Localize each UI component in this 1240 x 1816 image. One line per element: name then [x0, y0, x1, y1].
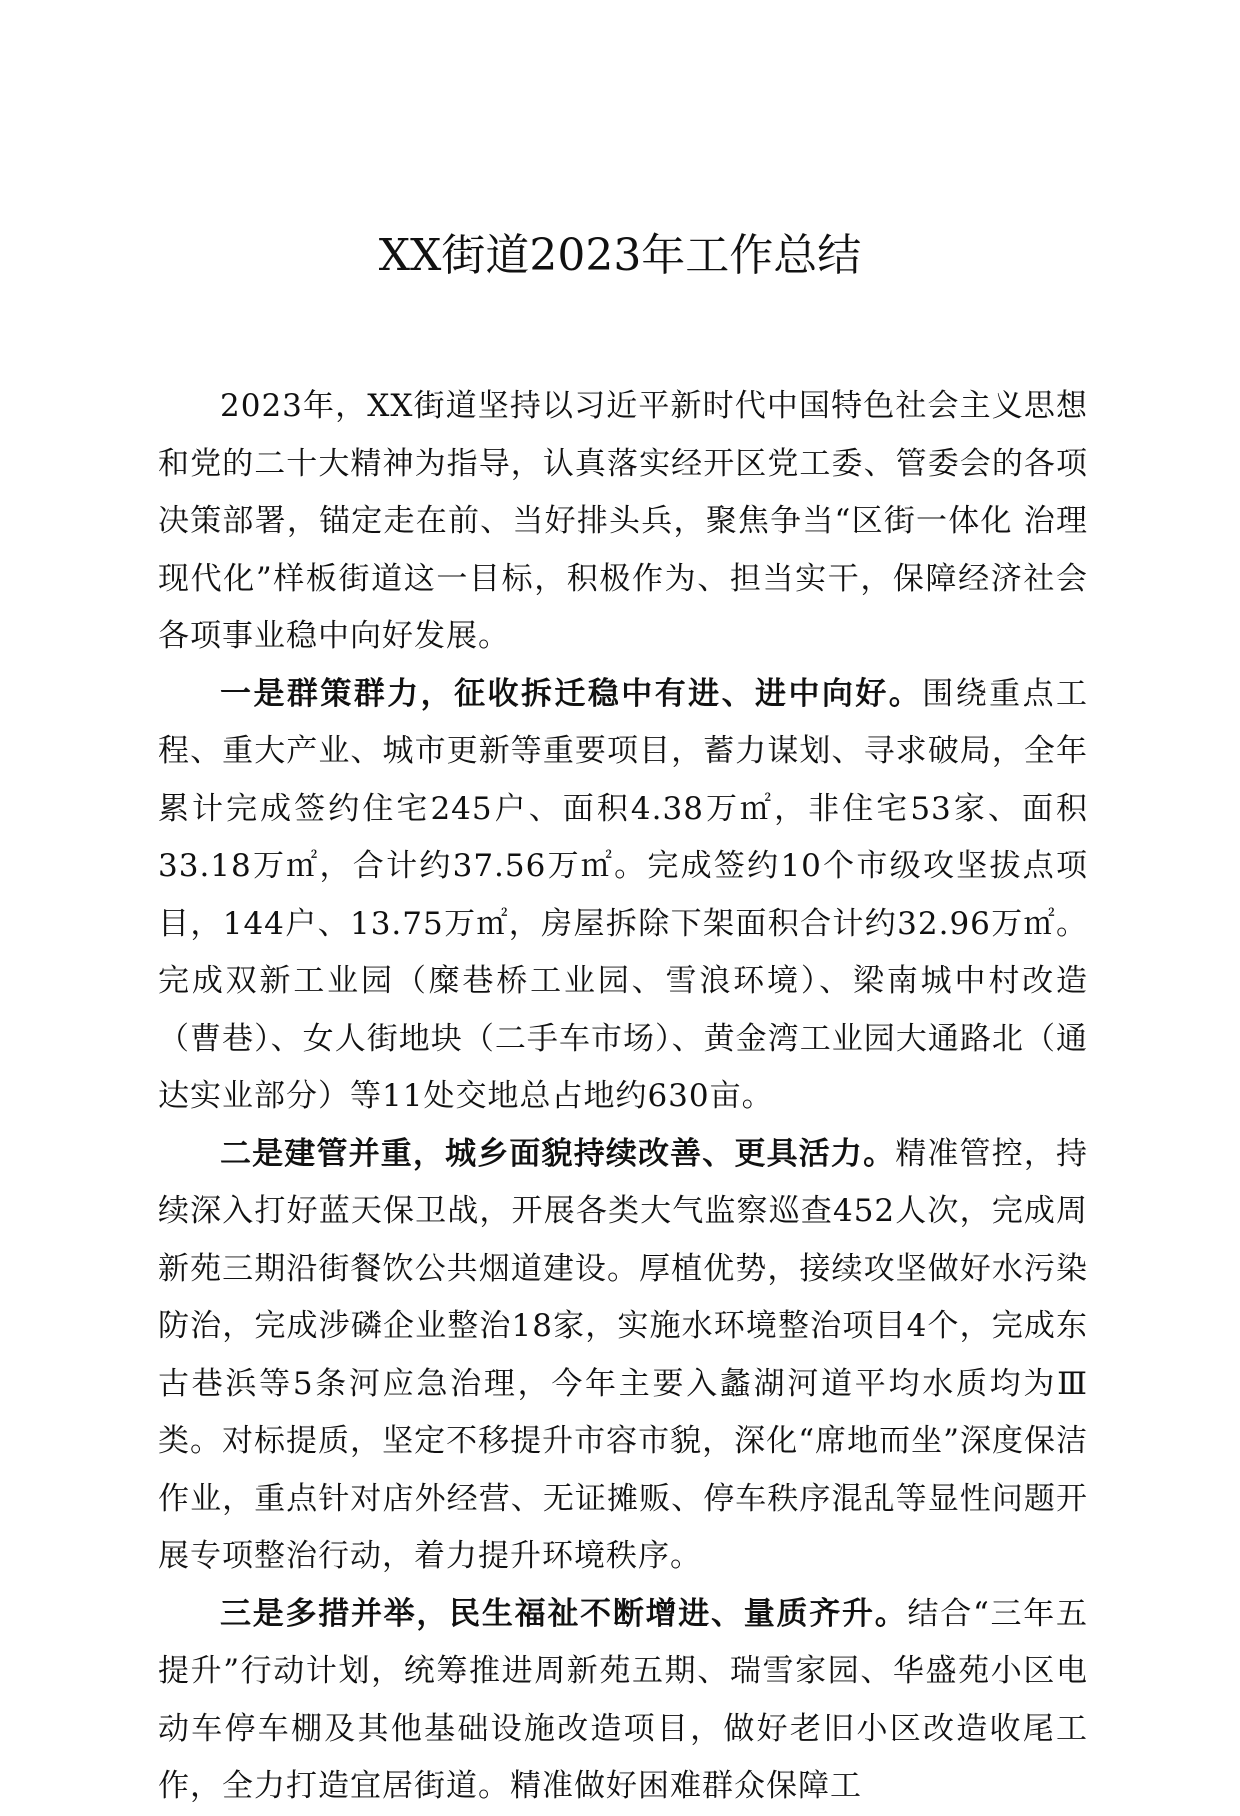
document-body	[158, 378, 1088, 1816]
section-heading-3: 三是多措并举，民生福祉不断增进、量质齐升。	[220, 1595, 908, 1632]
section-text-3: 结合“三年五提升”行动计划，统筹推进周新苑五期、瑞雪家园、华盛苑小区电动车停车棚及其他基础设施改造项目，做好老旧小区改造收尾工作，全力打造宜居街道。精准做好困难群众保障工	[158, 1595, 1088, 1804]
section-paragraph-3	[158, 1586, 1088, 1816]
document-title: XX街道2023年工作总结	[378, 230, 862, 281]
section-text-1: 围绕重点工程、重大产业、城市更新等重要项目，蓄力谋划、寻求破局，全年累计完成签约住宅245户、面积4.38万㎡，非住宅53家、面积33.18万㎡，合计约37.56万㎡。完成签约10个市级攻坚拔点项目，144户、13.75万㎡，房屋拆除下架面积合计约32.96万㎡。完成双新工业园（糜巷桥工业园、雪浪环境）、梁南城中村改造（曹巷）、女人街地块（二手车市场）、黄金湾工业园大通路北（通达实业部分）等11处交地总占地约630亩。	[158, 675, 1089, 1114]
section-paragraph-2	[158, 1126, 1088, 1586]
section-heading-2: 二是建管并重，城乡面貌持续改善、更具活力。	[220, 1135, 896, 1172]
section-paragraph-1	[158, 666, 1088, 1126]
intro-paragraph: 2023年，XX街道坚持以习近平新时代中国特色社会主义思想和党的二十大精神为指导，认真落实经开区党工委、管委会的各项决策部署，锚定走在前、当好排头兵，聚焦争当“区街一体化 治理现代化”样板街道这一目标，积极作为、担当实干，保障经济社会各项事业稳中向好发展。	[158, 388, 1088, 654]
section-heading-1: 一是群策群力，征收拆迁稳中有进、进中向好。	[220, 675, 923, 712]
section-text-2: 精准管控，持续深入打好蓝天保卫战，开展各类大气监察巡查452人次，完成周新苑三期沿街餐饮公共烟道建设。厚植优势，接续攻坚做好水污染防治，完成涉磷企业整治18家，实施水环境整治项目4个，完成东古巷浜等5条河应急治理，今年主要入蠡湖河道平均水质均为Ⅲ类。对标提质，坚定不移提升市容市貌，深化“席地而坐”深度保洁作业，重点针对店外经营、无证摊贩、停车秩序混乱等显性问题开展专项整治行动，着力提升环境秩序。	[158, 1135, 1089, 1574]
